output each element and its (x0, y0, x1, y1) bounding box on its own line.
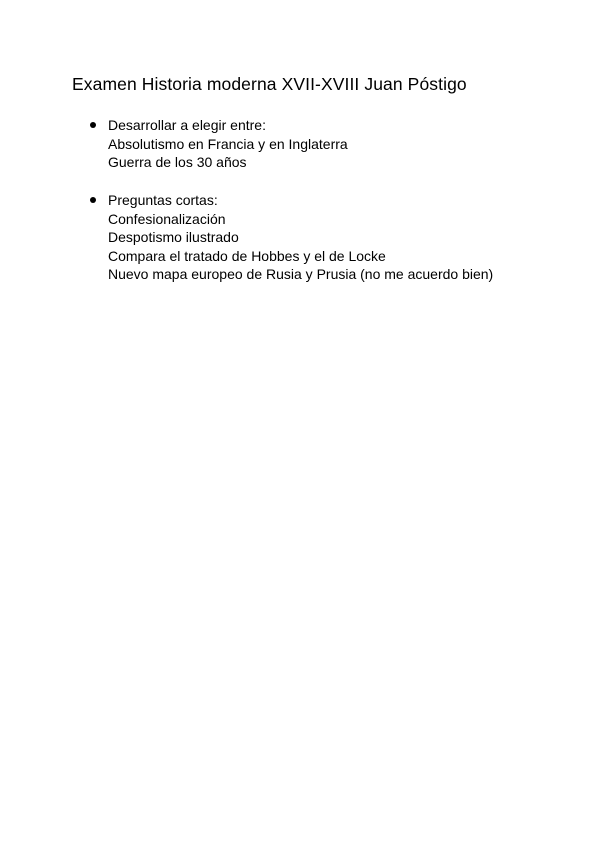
list-item: Absolutismo en Francia y en Inglaterra (108, 135, 348, 152)
section-heading: Preguntas cortas: (108, 192, 218, 208)
section-essay (90, 116, 570, 172)
section-short-questions (90, 191, 570, 284)
bullet-icon (90, 122, 96, 128)
list-item: Guerra de los 30 años (108, 154, 247, 171)
list-item: Confesionalización (108, 210, 226, 227)
section-heading: Desarrollar a elegir entre: (108, 117, 266, 133)
essay-topic-list (90, 135, 570, 172)
section-heading-row (90, 116, 570, 135)
list-item: Despotismo ilustrado (108, 229, 239, 246)
document-title: Examen Historia moderna XVII-XVIII Juan Póstigo (72, 74, 467, 94)
section-heading-row (90, 191, 570, 210)
list-item: Nuevo mapa europeo de Rusia y Prusia (no me acuerdo bien) (108, 266, 494, 283)
bullet-icon (90, 197, 96, 203)
list-item: Compara el tratado de Hobbes y el de Locke (108, 247, 386, 264)
short-question-list (90, 210, 570, 284)
